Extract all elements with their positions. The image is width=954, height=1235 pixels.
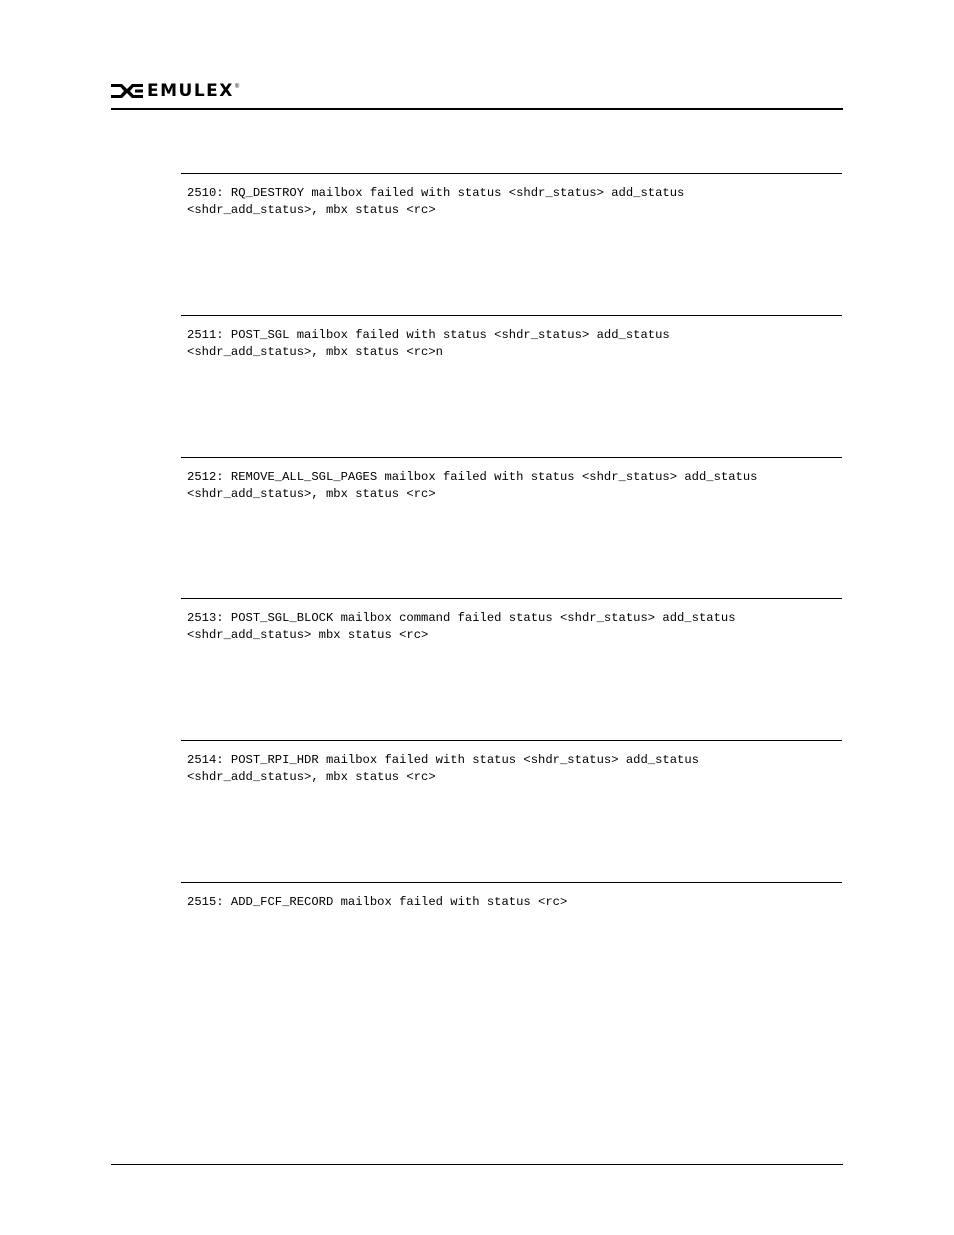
log-message-2515	[181, 882, 842, 911]
brand-name: EMULEX	[147, 81, 234, 101]
message-text: 2515: ADD_FCF_RECORD mailbox failed with status <rc>	[187, 895, 568, 909]
message-text: 2510: RQ_DESTROY mailbox failed with status <shdr_status> add_status <shdr_add_status>, mbx status <rc>	[187, 186, 685, 217]
message-text: 2513: POST_SGL_BLOCK mailbox command failed status <shdr_status> add_status <shdr_add_status> mbx status <rc>	[187, 611, 736, 642]
message-text: 2511: POST_SGL mailbox failed with status <shdr_status> add_status <shdr_add_status>, mbx status <rc>n	[187, 328, 670, 359]
log-message-2514	[181, 740, 842, 786]
page-header	[111, 78, 843, 110]
emulex-chevron-logo-icon	[111, 83, 143, 99]
trademark-symbol: ®	[234, 84, 240, 90]
header-divider	[111, 108, 843, 110]
message-text: 2514: POST_RPI_HDR mailbox failed with status <shdr_status> add_status <shdr_add_status>, mbx status <rc>	[187, 753, 699, 784]
log-message-2510	[181, 173, 842, 219]
log-message-2512	[181, 457, 842, 503]
footer-divider	[111, 1164, 843, 1165]
log-message-2513	[181, 598, 842, 644]
log-message-2511	[181, 315, 842, 361]
emulex-logo	[111, 80, 239, 102]
message-text: 2512: REMOVE_ALL_SGL_PAGES mailbox failed with status <shdr_status> add_status <shdr_add_status>, mbx status <rc>	[187, 470, 758, 501]
